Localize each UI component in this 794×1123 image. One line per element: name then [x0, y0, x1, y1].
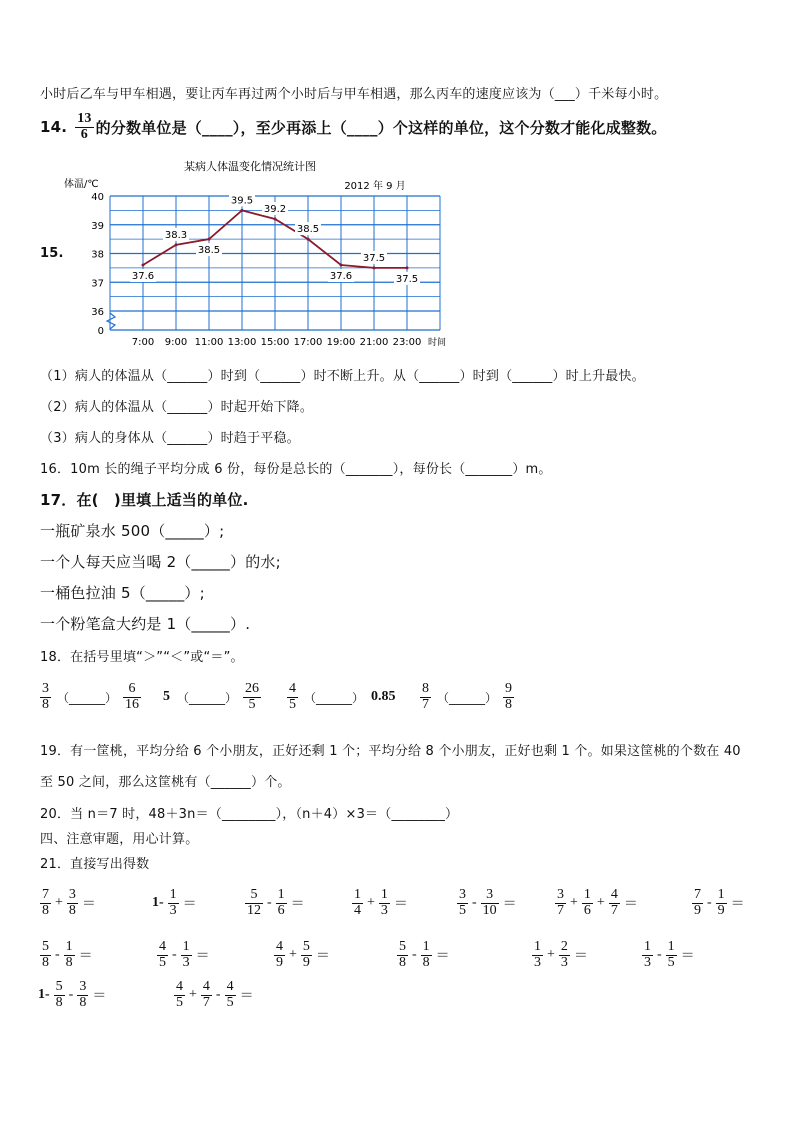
x-tick-label: 11:00 [194, 337, 224, 348]
fraction [609, 888, 620, 918]
number: 5 [163, 689, 170, 705]
question-14 [40, 112, 667, 142]
operator: + [596, 895, 605, 911]
question-17-item-2: 一个人每天应当喝 2（_____）的水; [40, 553, 281, 571]
question-17-item-1: 一瓶矿泉水 500（_____）; [40, 522, 225, 540]
numerator: 7 [694, 887, 701, 902]
question-15-number: 15. [40, 246, 64, 261]
fraction [40, 682, 51, 712]
question-13-tail: 小时后乙车与甲车相遇，要让丙车再过两个小时后与甲车相遇，那么丙车的速度应该为（___）千米每小时。 [40, 87, 668, 102]
numerator: 2 [560, 939, 568, 954]
denominator: 8 [65, 954, 73, 970]
operator: - [267, 895, 272, 911]
denominator: 5 [159, 954, 166, 970]
operator: + [570, 895, 578, 911]
operator: + [289, 947, 297, 963]
equals-sign: ＝ [730, 897, 745, 913]
denominator: 3 [534, 954, 541, 970]
data-label: 37.5 [395, 273, 419, 285]
compare-1 [38, 682, 143, 712]
numerator: 1 [422, 939, 430, 954]
number: 0.85 [371, 689, 396, 705]
expression [690, 888, 747, 918]
denominator: 3 [560, 954, 568, 970]
numerator: 26 [245, 681, 260, 696]
denominator: 8 [42, 696, 49, 712]
numerator: 3 [557, 887, 564, 902]
x-tick-label: 9:00 [164, 337, 188, 348]
question-17-title: 17．在( )里填上适当的单位. [40, 491, 249, 509]
numerator: 5 [42, 939, 49, 954]
fraction [532, 940, 543, 970]
numerator: 4 [176, 979, 183, 994]
chart-title: 某病人体温变化情况统计图 [184, 160, 316, 173]
x-axis-label: 时间 [428, 338, 447, 348]
fraction [352, 888, 363, 918]
fraction [420, 682, 431, 712]
equals-sign: ＝ [393, 897, 408, 913]
fraction [67, 888, 78, 918]
equals-sign: ＝ [239, 989, 254, 1005]
equals-sign: ＝ [81, 897, 96, 913]
y-tick-label: 39 [91, 220, 104, 232]
denominator: 7 [557, 902, 564, 918]
y-tick-label: 37 [91, 278, 104, 290]
numerator: 1 [667, 939, 675, 954]
numerator: 3 [79, 979, 87, 994]
fraction [457, 888, 468, 918]
x-tick-label: 15:00 [260, 337, 290, 348]
operator: + [55, 895, 63, 911]
denominator: 6 [277, 902, 285, 918]
whole-number: 1- [38, 987, 50, 1003]
data-point [373, 266, 376, 269]
denominator: 5 [226, 994, 234, 1010]
numerator: 1 [65, 939, 73, 954]
chart-subtitle: 2012 年 9 月 [344, 181, 406, 192]
data-label: 38.5 [296, 224, 320, 236]
compare-2 [160, 682, 263, 712]
operator: - [657, 947, 662, 963]
data-point [241, 209, 244, 212]
fraction [40, 940, 51, 970]
denominator: 9 [717, 902, 725, 918]
numerator: 3 [42, 681, 49, 696]
expression [38, 888, 98, 918]
operator: - [215, 987, 221, 1003]
numerator: 4 [159, 939, 166, 954]
fraction [379, 888, 390, 918]
numerator: 8 [422, 681, 429, 696]
x-tick-label: 13:00 [227, 337, 257, 348]
fraction [276, 888, 287, 918]
equals-sign: ＝ [92, 989, 107, 1005]
numerator: 3 [459, 887, 466, 902]
numerator: 4 [202, 979, 210, 994]
fraction [245, 888, 263, 918]
fraction [716, 888, 727, 918]
fraction [582, 888, 593, 918]
fraction [559, 940, 570, 970]
fraction [123, 682, 141, 712]
y-tick-label: 0 [97, 326, 104, 337]
denominator: 4 [354, 902, 361, 918]
denominator: 8 [68, 902, 76, 918]
operator: + [189, 987, 197, 1003]
numerator: 1 [354, 887, 361, 902]
data-label: 37.6 [329, 271, 353, 282]
fraction [201, 980, 212, 1010]
expression [172, 980, 256, 1010]
equals-sign: ＝ [435, 949, 450, 965]
data-point [340, 264, 343, 267]
data-label: 39.2 [263, 204, 287, 215]
x-tick-label: 19:00 [326, 337, 356, 348]
fraction [481, 888, 499, 918]
operator: - [412, 947, 417, 963]
y-tick-label: 40 [91, 192, 104, 203]
numerator: 9 [505, 681, 513, 696]
fraction [225, 980, 236, 1010]
numerator: 4 [226, 979, 234, 994]
denominator: 3 [644, 954, 651, 970]
numerator: 1 [277, 887, 285, 902]
fraction [64, 940, 75, 970]
expression [640, 940, 697, 970]
denominator: 9 [276, 954, 283, 970]
x-tick-label: 23:00 [392, 337, 422, 348]
operator: - [707, 895, 712, 911]
numerator: 4 [276, 939, 283, 954]
y-axis-label: 体温/℃ [64, 179, 99, 190]
numerator: 5 [399, 939, 406, 954]
equals-sign: ＝ [182, 897, 197, 913]
numerator: 3 [481, 888, 499, 904]
denominator: 5 [248, 696, 256, 712]
data-label: 38.5 [197, 245, 221, 257]
numerator: 1 [583, 887, 591, 902]
answer-blank[interactable]: （______） [57, 690, 118, 705]
temperature-line-chart [60, 158, 460, 348]
denominator: 8 [79, 994, 87, 1010]
denominator: 8 [399, 954, 406, 970]
axis-break-icon [107, 313, 115, 329]
answer-blank[interactable]: （______） [437, 690, 498, 705]
numerator: 1 [380, 887, 388, 902]
numerator: 5 [302, 939, 310, 954]
question-17-item-4: 一个粉笔盒大约是 1（_____）. [40, 615, 251, 633]
question-19-line-2: 至 50 之间，那么这筐桃有（______）个。 [40, 775, 291, 790]
equals-sign: ＝ [195, 949, 210, 965]
denominator: 10 [482, 902, 497, 918]
data-label: 37.6 [131, 271, 155, 282]
expression [530, 940, 590, 970]
fraction [157, 940, 168, 970]
expression [395, 940, 452, 970]
expression [155, 940, 212, 970]
data-point [142, 264, 145, 267]
numerator: 1 [644, 939, 651, 954]
expression [455, 888, 519, 918]
x-tick-label: 7:00 [131, 337, 155, 348]
operator: - [55, 947, 60, 963]
denominator: 9 [302, 954, 310, 970]
fraction [555, 888, 566, 918]
fraction [503, 682, 514, 712]
fraction [77, 980, 88, 1010]
fraction [75, 112, 93, 142]
denominator: 5 [459, 902, 466, 918]
operator: - [68, 987, 74, 1003]
data-label: 38.3 [164, 229, 188, 241]
numerator: 1 [717, 887, 725, 902]
equals-sign: ＝ [623, 897, 638, 913]
numerator: 5 [245, 888, 263, 904]
equals-sign: ＝ [315, 949, 330, 965]
denominator: 5 [176, 994, 183, 1010]
denominator: 6 [80, 126, 88, 142]
fraction [287, 682, 298, 712]
denominator: 16 [125, 696, 140, 712]
fraction [301, 940, 312, 970]
denominator: 7 [610, 902, 618, 918]
data-point [208, 238, 211, 241]
equals-sign: ＝ [680, 949, 695, 965]
denominator: 8 [422, 954, 430, 970]
denominator: 7 [202, 994, 210, 1010]
fraction [54, 980, 65, 1010]
fraction [397, 940, 408, 970]
question-18-title: 18．在括号里填“＞”“＜”或“＝”。 [40, 650, 244, 665]
numerator: 7 [42, 887, 49, 902]
denominator: 3 [169, 902, 177, 918]
compare-3 [285, 682, 399, 712]
question-number: 14. [40, 118, 68, 137]
fraction [174, 980, 185, 1010]
expression [553, 888, 640, 918]
expression [38, 940, 95, 970]
numerator: 1 [182, 939, 190, 954]
numerator: 6 [123, 682, 141, 698]
numerator: 5 [55, 979, 63, 994]
x-tick-label: 17:00 [293, 337, 323, 348]
question-20: 20．当 n＝7 时，48＋3n＝（________），（n＋4）×3＝（________） [40, 807, 459, 822]
denominator: 3 [182, 954, 190, 970]
data-point [175, 243, 178, 246]
operator: + [547, 947, 555, 963]
fraction [692, 888, 703, 918]
data-point [274, 218, 277, 221]
denominator: 8 [42, 954, 49, 970]
denominator: 5 [667, 954, 675, 970]
fraction [421, 940, 432, 970]
fraction [181, 940, 192, 970]
expression [272, 940, 332, 970]
denominator: 7 [422, 696, 429, 712]
chart-grid [107, 196, 440, 330]
fraction [243, 682, 261, 712]
question-15-part-2: （2）病人的体温从（______）时起开始下降。 [40, 400, 314, 415]
data-point [307, 238, 310, 241]
equals-sign: ＝ [502, 897, 517, 913]
equals-sign: ＝ [78, 949, 93, 965]
equals-sign: ＝ [290, 897, 305, 913]
denominator: 8 [505, 696, 513, 712]
question-21-title: 21．直接写出得数 [40, 857, 150, 872]
y-tick-label: 36 [91, 307, 104, 318]
denominator: 8 [42, 902, 49, 918]
question-15-part-1: （1）病人的体温从（______）时到（______）时不断上升。从（______）时到（______）时上升最快。 [40, 369, 645, 384]
compare-4 [418, 682, 516, 712]
expression [150, 888, 199, 918]
numerator: 3 [68, 887, 76, 902]
question-16: 16．10m 长的绳子平均分成 6 份，每份是总长的（_______），每份长（_______）m。 [40, 462, 552, 477]
data-label: 37.5 [362, 252, 386, 264]
answer-blank[interactable]: （______） [304, 690, 365, 705]
expression [350, 888, 410, 918]
fraction [40, 888, 51, 918]
data-point [406, 266, 409, 269]
answer-blank[interactable]: （______） [177, 690, 238, 705]
fraction [274, 940, 285, 970]
fraction [168, 888, 179, 918]
numerator: 1 [534, 939, 541, 954]
operator: + [367, 895, 375, 911]
question-17-item-3: 一桶色拉油 5（_____）; [40, 584, 205, 602]
fraction [642, 940, 653, 970]
expression [36, 980, 108, 1010]
whole-number: 1- [152, 895, 164, 911]
question-19-line-1: 19．有一筐桃，平均分给 6 个小朋友，正好还剩 1 个；平均分给 8 个小朋友，正好也剩 1 个。如果这筐桃的个数在 40 [40, 744, 741, 759]
expression [243, 888, 307, 918]
y-tick-label: 38 [91, 249, 104, 261]
denominator: 8 [55, 994, 63, 1010]
fraction [666, 940, 677, 970]
numerator: 1 [169, 887, 177, 902]
denominator: 5 [289, 696, 296, 712]
data-label: 39.5 [230, 195, 254, 207]
x-tick-label: 21:00 [359, 337, 389, 348]
numerator: 4 [289, 681, 296, 696]
denominator: 6 [583, 902, 591, 918]
question-15-part-3: （3）病人的身体从（______）时趋于平稳。 [40, 431, 300, 446]
numerator: 4 [610, 887, 618, 902]
equals-sign: ＝ [573, 949, 588, 965]
operator: - [172, 947, 177, 963]
operator: - [472, 895, 477, 911]
section-4-heading: 四、注意审题，用心计算。 [40, 832, 199, 847]
denominator: 12 [247, 902, 261, 918]
question-text: 的分数单位是（____），至少再添上（____）个这样的单位，这个分数才能化成整数。 [95, 118, 667, 137]
numerator: 13 [77, 111, 92, 126]
denominator: 9 [694, 902, 701, 918]
denominator: 3 [380, 902, 388, 918]
